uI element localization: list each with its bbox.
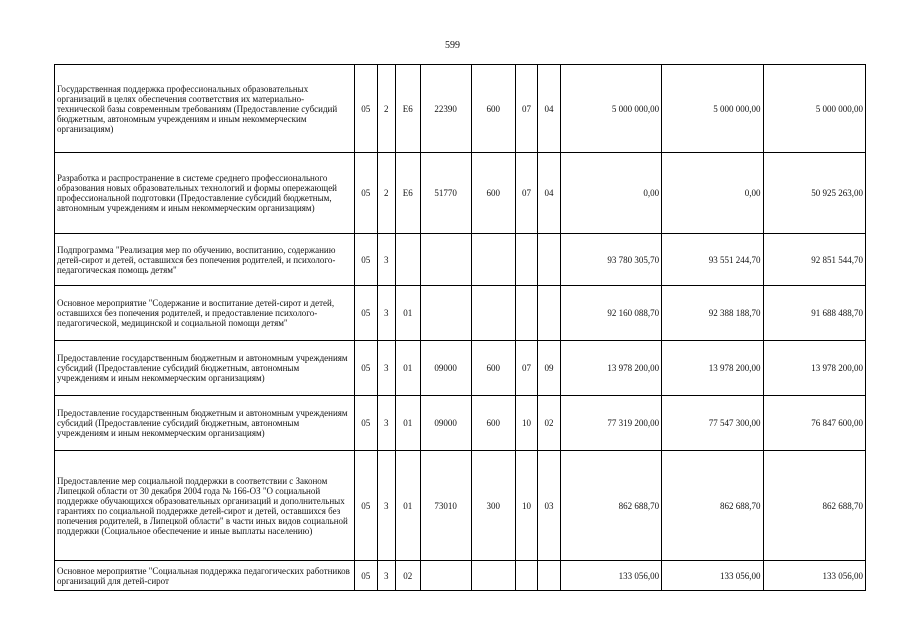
amount-year2: 93 551 244,70 [662,234,763,286]
row-description: Разработка и распространение в системе среднего профессионального образования новых образовательных технологий и формы опережающей профессиональной подготовки (Предоставление субсидий бюджетным, автономным учреждениям и иным некоммерческим организациям) [55,153,355,234]
code-expense-type: 600 [471,65,515,153]
row-description: Основное мероприятие "Содержание и воспитание детей-сирот и детей, оставшихся без попечения родителей, и предоставление психолого-педагогической, медицинской и социальной помощи детям" [55,286,355,341]
code-event [395,234,420,286]
code-expense-type: 600 [471,396,515,451]
amount-year2: 92 388 188,70 [662,286,763,341]
code-section: 05 [355,451,378,561]
code-direction: 51770 [420,153,471,234]
amount-year1: 93 780 305,70 [560,234,661,286]
amount-year2: 5 000 000,00 [662,65,763,153]
code-chapter [515,234,538,286]
amount-year2: 13 978 200,00 [662,341,763,396]
code-direction: 22390 [420,65,471,153]
code-subsection [538,561,561,591]
code-direction [420,286,471,341]
budget-table [54,64,866,591]
code-subprogram: 3 [377,451,395,561]
row-description: Предоставление государственным бюджетным и автономным учреждениям субсидий (Предоставление субсидий бюджетным, автономным учреждениям и иным некоммерческим организациям) [55,396,355,451]
code-chapter [515,561,538,591]
code-subsection: 04 [538,65,561,153]
amount-year1: 5 000 000,00 [560,65,661,153]
code-subsection: 09 [538,341,561,396]
code-chapter: 10 [515,396,538,451]
amount-year3: 76 847 600,00 [763,396,865,451]
code-expense-type: 300 [471,451,515,561]
code-event: Е6 [395,65,420,153]
code-chapter [515,286,538,341]
table-row [55,451,866,561]
code-direction: 73010 [420,451,471,561]
amount-year3: 13 978 200,00 [763,341,865,396]
code-subsection: 02 [538,396,561,451]
amount-year3: 50 925 263,00 [763,153,865,234]
amount-year2: 133 056,00 [662,561,763,591]
code-event: 01 [395,451,420,561]
code-section: 05 [355,234,378,286]
code-direction [420,561,471,591]
code-subprogram: 2 [377,153,395,234]
table-row [55,234,866,286]
code-subprogram: 3 [377,234,395,286]
code-subprogram: 3 [377,286,395,341]
code-section: 05 [355,65,378,153]
code-chapter: 10 [515,451,538,561]
code-event: 01 [395,341,420,396]
code-subprogram: 3 [377,396,395,451]
code-section: 05 [355,286,378,341]
amount-year1: 0,00 [560,153,661,234]
amount-year2: 862 688,70 [662,451,763,561]
row-description: Подпрограмма "Реализация мер по обучению, воспитанию, содержанию детей-сирот и детей, оставшихся без попечения родителей, и психолого-педагогическая помощь детям" [55,234,355,286]
row-description: Государственная поддержка профессиональных образовательных организаций в целях обеспечения соответствия их материально-технической базы современным требованиям (Предоставление субсидий бюджетным, автономным учреждениям и иным некоммерческим организациям) [55,65,355,153]
code-expense-type [471,286,515,341]
table-row [55,396,866,451]
code-chapter: 07 [515,65,538,153]
row-description: Предоставление мер социальной поддержки в соответствии с Законом Липецкой области от 30 декабря 2004 года № 166-ОЗ "О социальной поддержке обучающихся образовательных организаций и дополнительных гарантиях по социальной поддержке детей-сирот и детей, оставшихся без попечения родителей, в Липецкой области" в части иных видов социальной поддержки (Социальное обеспечение и иные выплаты населению) [55,451,355,561]
code-subsection: 04 [538,153,561,234]
amount-year3: 862 688,70 [763,451,865,561]
code-event: 02 [395,561,420,591]
amount-year3: 5 000 000,00 [763,65,865,153]
code-expense-type [471,234,515,286]
table-row [55,561,866,591]
table-row [55,341,866,396]
amount-year3: 133 056,00 [763,561,865,591]
code-subprogram: 2 [377,65,395,153]
amount-year3: 92 851 544,70 [763,234,865,286]
code-section: 05 [355,561,378,591]
code-direction: 09000 [420,341,471,396]
code-section: 05 [355,153,378,234]
row-description: Основное мероприятие "Социальная поддержка педагогических работников организаций для детей-сирот [55,561,355,591]
page-number: 599 [445,40,460,51]
code-section: 05 [355,341,378,396]
code-direction: 09000 [420,396,471,451]
code-event: 01 [395,286,420,341]
amount-year3: 91 688 488,70 [763,286,865,341]
code-expense-type [471,561,515,591]
code-direction [420,234,471,286]
code-expense-type: 600 [471,341,515,396]
code-chapter: 07 [515,153,538,234]
amount-year2: 77 547 300,00 [662,396,763,451]
amount-year2: 0,00 [662,153,763,234]
code-event: Е6 [395,153,420,234]
code-subprogram: 3 [377,341,395,396]
amount-year1: 92 160 088,70 [560,286,661,341]
table-row [55,65,866,153]
amount-year1: 77 319 200,00 [560,396,661,451]
amount-year1: 13 978 200,00 [560,341,661,396]
code-expense-type: 600 [471,153,515,234]
amount-year1: 862 688,70 [560,451,661,561]
code-event: 01 [395,396,420,451]
code-section: 05 [355,396,378,451]
code-subsection [538,234,561,286]
code-chapter: 07 [515,341,538,396]
code-subsection: 03 [538,451,561,561]
row-description: Предоставление государственным бюджетным и автономным учреждениям субсидий (Предоставление субсидий бюджетным, автономным учреждениям и иным некоммерческим организациям) [55,341,355,396]
table-row [55,286,866,341]
code-subsection [538,286,561,341]
table-row [55,153,866,234]
code-subprogram: 3 [377,561,395,591]
amount-year1: 133 056,00 [560,561,661,591]
